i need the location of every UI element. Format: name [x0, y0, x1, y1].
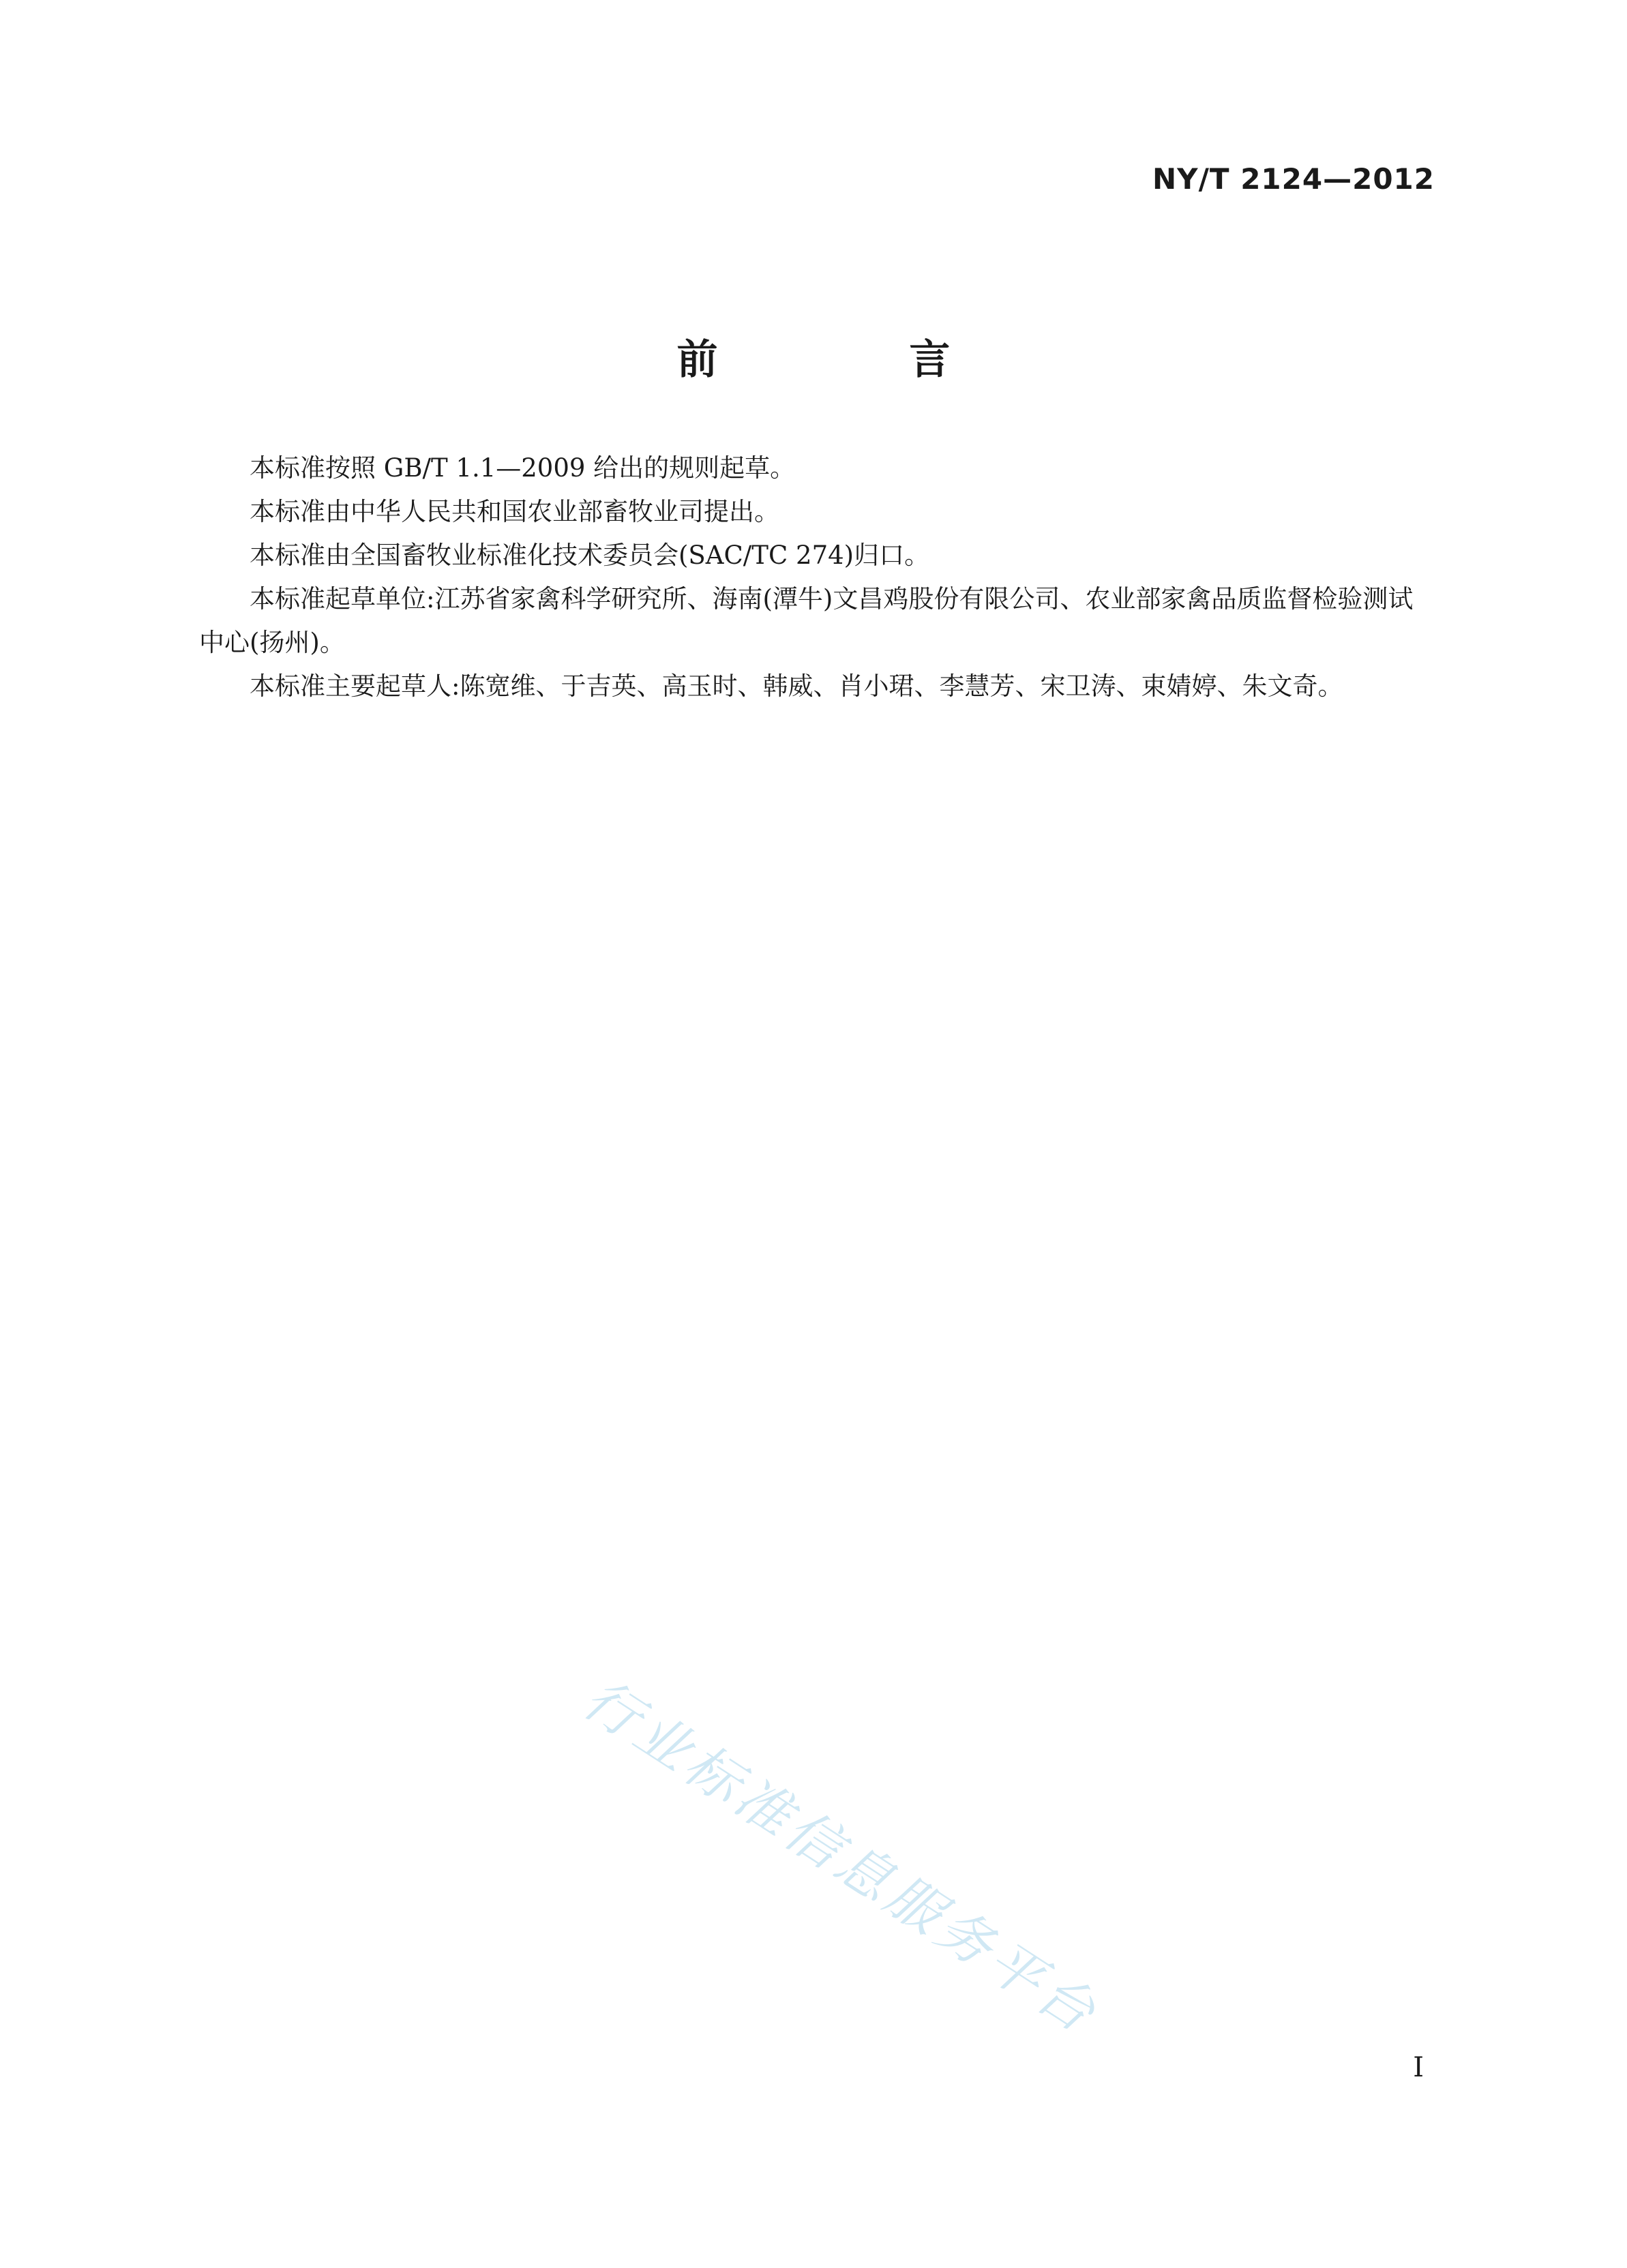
paragraph-drafting-rules: 本标准按照 GB/T 1.1—2009 给出的规则起草。	[250, 453, 796, 483]
paragraph-proposer: 本标准由中华人民共和国农业部畜牧业司提出。	[250, 497, 779, 526]
paragraph-drafters: 本标准主要起草人:陈宽维、于吉英、高玉时、韩威、肖小珺、李慧芳、宋卫涛、束婧婷、朱文奇。	[250, 671, 1343, 701]
page-number: I	[1413, 2052, 1424, 2083]
page-title: 前 言	[676, 336, 1039, 384]
foreword-body	[199, 447, 1433, 708]
standard-code: NY/T 2124—2012	[1152, 162, 1435, 196]
paragraph-committee: 本标准由全国畜牧业标准化技术委员会(SAC/TC 274)归口。	[250, 541, 930, 570]
paragraph-drafting-units: 本标准起草单位:江苏省家禽科学研究所、海南(潭牛)文昌鸡股份有限公司、农业部家禽品质监督检验测试中心(扬州)。	[199, 584, 1414, 657]
watermark: 行业标准信息服务平台	[572, 1667, 1111, 2047]
